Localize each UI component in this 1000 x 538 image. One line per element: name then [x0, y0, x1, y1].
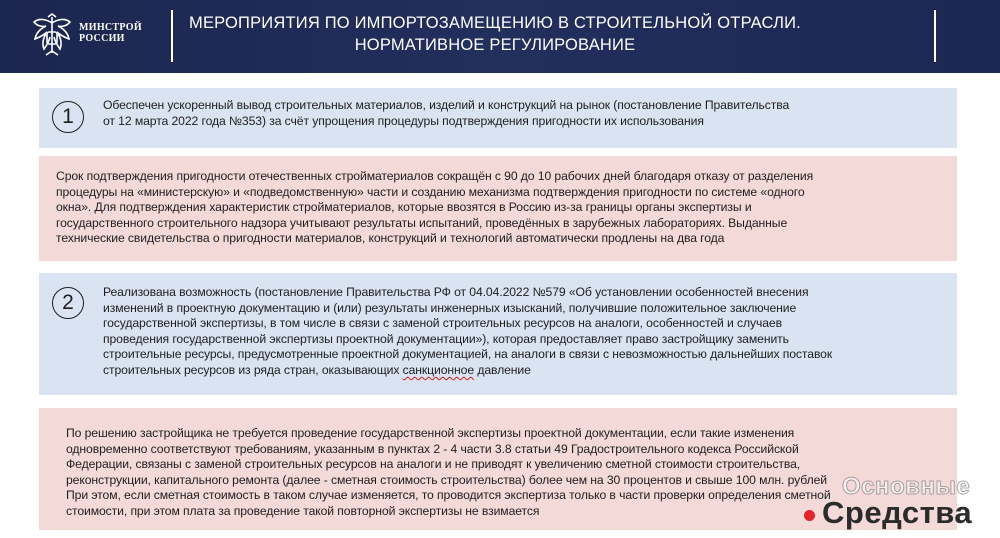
logo-line-1: МИНСТРОЙ — [79, 22, 142, 33]
logo-line-2: РОССИИ — [79, 33, 125, 44]
text-line: Реализована возможность (постановление Правительства РФ от 04.04.2022 №579 «Об установлении особенностей внесения — [103, 285, 809, 299]
text-line: изменений в проектную документацию и (или) результаты инженерных изысканий, получившие положительное заключение — [103, 300, 797, 315]
measure-2-text — [103, 285, 832, 379]
number-badge-1: 1 — [52, 101, 84, 133]
watermark-line-2: Средства — [822, 495, 973, 530]
title-divider-right — [934, 10, 936, 62]
text-line: от 12 марта 2022 года №353) за счёт упрощения процедуры подтверждения пригодности их использования — [103, 113, 704, 128]
measure-1-details-panel — [39, 156, 957, 261]
text-line: При этом, если сметная стоимость в таком случае изменяется, то проводится экспертиза только в части проверки определения сметной — [66, 488, 831, 503]
watermark-line-1: Основные — [842, 473, 971, 500]
text-line: процедуры на «министерскую» и «подведомственную» части и созданию механизма подтверждения пригодности по системе «одного — [56, 184, 805, 199]
title-line-2: НОРМАТИВНОЕ РЕГУЛИРОВАНИЕ — [354, 36, 636, 54]
text-line: одновременно соответствуют требованиям, указанным в пунктах 2 - 4 части 3.8 статьи 49 Градостроительного кодекса Российской — [66, 441, 799, 456]
header-bar — [0, 0, 1000, 73]
text-line — [103, 363, 832, 379]
spellcheck-word: санкционное — [402, 362, 475, 377]
measure-1-text — [103, 98, 789, 129]
emblem-icon — [30, 13, 74, 59]
text-line: проведения государственной экспертизы проектной документации»), которая предоставляет право застройщику заменить — [103, 331, 789, 346]
title-line-1: МЕРОПРИЯТИЯ ПО ИМПОРТОЗАМЕЩЕНИЮ В СТРОИТЕЛЬНОЙ ОТРАСЛИ. — [189, 14, 801, 32]
text-line: государственной экспертизы, в том числе в связи с заменой строительных ресурсов на аналоги, особенностей и случаев — [103, 316, 782, 331]
text-segment: строительных ресурсов из ряда стран, оказывающих — [103, 362, 403, 377]
watermark-logo — [800, 473, 1000, 538]
text-segment: давление — [474, 362, 531, 377]
ministry-logo-text — [79, 22, 142, 44]
number-badge-2: 2 — [52, 287, 84, 319]
text-line: Федерации, связаны с заменой строительных ресурсов на аналоги и не приводят к увеличению сметной стоимости строительства, — [66, 457, 801, 472]
text-line: государственного строительного надзора учитывают результаты испытаний, проведённых в зарубежных лабораториях. Выданные — [56, 215, 788, 230]
title-divider-left — [171, 10, 173, 62]
text-line: стоимости, при этом плата за проведение такой повторной экспертизы не взимается — [66, 503, 540, 518]
watermark-dot-icon — [804, 510, 815, 521]
text-line: реконструкции, капитального ремонта (далее - сметная стоимость строительства) более чем на 30 процентов и свыше 100 млн. рублей — [66, 472, 827, 487]
text-line: строительные ресурсы, предусмотренные проектной документацией, на аналоги в связи с невозможностью дальнейших поставок — [103, 347, 833, 362]
measure-2-panel — [39, 273, 957, 395]
text-line: технические свидетельства о пригодности материалов, конструкций и технологий автоматически продлены на два года — [56, 231, 725, 246]
measure-2-details-text — [66, 426, 831, 520]
text-line: окна». Для подтверждения характеристик стройматериалов, которые ввозятся в Россию из-за границы органы экспертизы и — [56, 200, 752, 215]
measure-1-details-text — [56, 169, 813, 247]
text-line: По решению застройщика не требуется проведение государственной экспертизы проектной документации, если такие изменения — [66, 426, 795, 440]
text-line: Срок подтверждения пригодности отечественных стройматериалов сокращён с 90 до 10 рабочих дней благодаря отказу от разделения — [56, 169, 814, 183]
measure-1-panel — [39, 88, 957, 148]
text-line: Обеспечен ускоренный вывод строительных материалов, изделий и конструкций на рынок (постановление Правительства — [103, 98, 790, 112]
page-title — [175, 12, 815, 56]
